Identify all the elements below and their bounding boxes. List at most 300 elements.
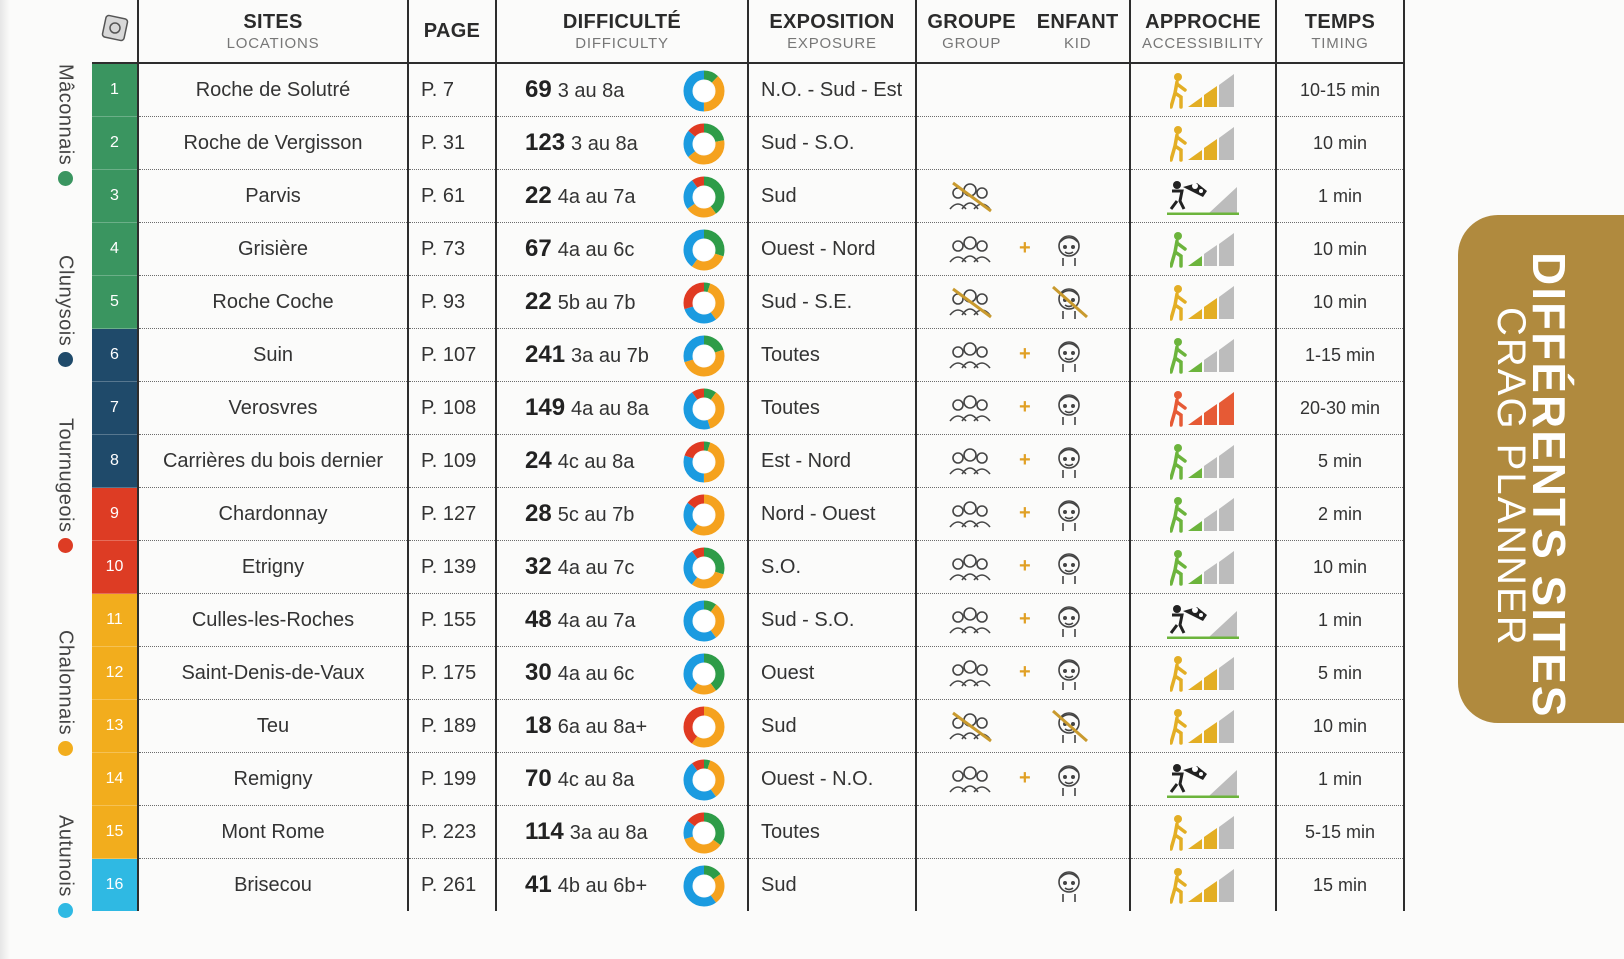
plus-icon: + [1019,555,1031,577]
side-tab-title: DIFFÉRENTS SITES [1523,252,1575,719]
header-exposure [748,0,916,63]
region-label: Clunysois [54,255,77,347]
table-corner [92,0,138,63]
site-name: Suin [138,329,408,382]
header-group-label: GROUPE [927,10,1016,33]
grade-range: 4a au 7a [557,186,636,208]
site-name: Roche de Solutré [138,63,408,117]
plus-icon: + [1019,343,1031,365]
site-name: Mont Rome [138,806,408,859]
site-name: Remigny [138,753,408,806]
group-icon [947,338,993,378]
group-kid-cell [916,435,1130,488]
page-ref: P. 223 [408,806,496,859]
grade-range: 5c au 7b [557,504,635,526]
approach-cell [1130,63,1276,117]
difficulty-donut-chart [681,280,727,326]
approach-cell [1130,700,1276,753]
timing: 5 min [1276,647,1404,700]
group-kid-cell [916,753,1130,806]
difficulty-cell [496,753,748,806]
route-count: 30 [525,659,552,686]
difficulty-donut-chart [681,598,727,644]
approach-cell [1130,435,1276,488]
header-sites-sub: LOCATIONS [226,34,320,52]
exposure: Ouest [748,647,916,700]
row-number: 5 [92,276,138,329]
plus-icon: + [1019,237,1031,259]
table-row [92,382,1404,435]
timing: 5-15 min [1276,806,1404,859]
difficulty-cell [496,541,748,594]
page-ref: P. 61 [408,170,496,223]
approach-walk-icon [1170,124,1236,168]
plus-icon: + [1019,661,1031,683]
crag-planner-table [92,0,1405,911]
difficulty-cell [496,276,748,329]
row-number: 11 [92,594,138,647]
site-name: Etrigny [138,541,408,594]
approach-walk-icon [1170,813,1236,857]
donut-hole [694,293,715,314]
group-kid-cell [916,276,1130,329]
timing: 20-30 min [1276,382,1404,435]
header-approach-label: APPROCHE [1145,10,1261,33]
kid-icon [1049,654,1089,698]
plus-icon: + [1019,502,1031,524]
grade-range: 6a au 8a+ [557,716,648,738]
group-icon [947,656,993,696]
page-ref: P. 261 [408,859,496,912]
row-number: 3 [92,170,138,223]
table-row [92,63,1404,117]
header-difficulty-label: DIFFICULTÉ [562,10,682,33]
row-number: 16 [92,859,138,912]
timing: 5 min [1276,435,1404,488]
row-number: 10 [92,541,138,594]
group-icon [947,497,993,537]
table-row [92,117,1404,170]
approach-walk-icon [1170,389,1236,433]
region-clunysois [40,255,90,367]
row-number: 12 [92,647,138,700]
difficulty-donut-chart [681,704,727,750]
kid-icon [1049,230,1089,274]
table-row [92,541,1404,594]
no-kid-icon [1049,283,1089,327]
group-kid-cell [916,594,1130,647]
table-row [92,329,1404,382]
header-group-sub: GROUP [942,34,1002,52]
header-approach-sub: ACCESSIBILITY [1141,34,1265,52]
difficulty-cell [496,435,748,488]
table-row [92,488,1404,541]
page-ref: P. 107 [408,329,496,382]
header-kid-sub: KID [1063,34,1092,52]
difficulty-cell [496,488,748,541]
kid-icon [1049,760,1089,804]
exposure: Toutes [748,329,916,382]
site-name: Carrières du bois dernier [138,435,408,488]
header-timing [1276,0,1404,63]
page-edge-shadow [0,0,10,959]
route-count: 123 [525,129,566,156]
row-number: 15 [92,806,138,859]
plus-icon: + [1019,396,1031,418]
page-ref: P. 31 [408,117,496,170]
kid-icon [1049,336,1089,380]
route-count: 149 [525,394,566,421]
page-ref: P. 155 [408,594,496,647]
route-count: 67 [525,235,552,262]
group-kid-cell [916,382,1130,435]
header-page [408,0,496,63]
group-kid-cell [916,700,1130,753]
page-ref: P. 189 [408,700,496,753]
page-ref: P. 73 [408,223,496,276]
region-label: Tournugeois [54,418,77,533]
table-row [92,700,1404,753]
region-maconnais [40,64,90,186]
table-row [92,276,1404,329]
header-sites-label: SITES [243,10,303,33]
approach-walk-icon [1170,866,1236,910]
group-kid-cell [916,541,1130,594]
difficulty-donut-chart [681,121,727,167]
header-timing-sub: TIMING [1311,34,1369,52]
group-kid-cell [916,488,1130,541]
plus-icon: + [1019,449,1031,471]
difficulty-donut-chart [681,174,727,220]
table-row [92,753,1404,806]
row-number: 14 [92,753,138,806]
region-tournugeois [40,418,90,553]
difficulty-donut-chart [681,651,727,697]
crag-logo-icon [100,13,130,43]
header-difficulty-sub: DIFFICULTY [575,34,669,52]
table-row [92,859,1404,912]
timing: 10-15 min [1276,63,1404,117]
approach-cell [1130,170,1276,223]
grade-range: 3 au 8a [571,133,638,155]
header-exposure-sub: EXPOSURE [787,34,877,52]
grade-range: 4c au 8a [557,451,635,473]
exposure: Sud - S.O. [748,594,916,647]
exposure: Sud - S.O. [748,117,916,170]
timing: 1 min [1276,753,1404,806]
donut-hole [694,611,715,632]
exposure: S.O. [748,541,916,594]
table-row [92,594,1404,647]
grade-range: 4b au 6b+ [557,875,648,897]
difficulty-donut-chart [681,757,727,803]
grade-range: 3a au 8a [569,822,648,844]
group-kid-cell [916,170,1130,223]
plus-icon: + [1019,608,1031,630]
grade-range: 4a au 8a [571,398,649,420]
approach-walk-icon [1170,230,1236,274]
difficulty-donut-chart [681,492,727,538]
region-dot [58,352,73,367]
site-name: Verosvres [138,382,408,435]
header-sites [138,0,408,63]
group-icon [947,550,993,590]
header-exposure-label: EXPOSITION [769,10,895,33]
site-name: Brisecou [138,859,408,912]
donut-hole [694,876,715,897]
difficulty-cell [496,806,748,859]
grade-range: 4a au 6c [557,663,635,685]
region-dot [58,903,73,918]
donut-hole [694,505,715,526]
difficulty-cell [496,117,748,170]
exposure: Sud [748,170,916,223]
difficulty-cell [496,859,748,912]
plus-icon: + [1019,767,1031,789]
donut-hole [694,664,715,685]
exposure: Ouest - N.O. [748,753,916,806]
no-group-icon [947,179,993,219]
group-kid-cell [916,329,1130,382]
grade-range: 3 au 8a [557,80,625,102]
no-group-icon [947,285,993,325]
donut-hole [694,823,715,844]
approach-cell [1130,488,1276,541]
difficulty-donut-chart [681,439,727,485]
header-approach [1130,0,1276,63]
route-count: 22 [525,288,552,315]
grade-range: 4a au 6c [557,239,635,261]
difficulty-cell [496,63,748,117]
approach-cell [1130,753,1276,806]
approach-cell [1130,806,1276,859]
header-difficulty [496,0,748,63]
site-name: Saint-Denis-de-Vaux [138,647,408,700]
region-dot [58,538,73,553]
kid-icon [1049,548,1089,592]
donut-hole [694,346,715,367]
group-kid-cell [916,647,1130,700]
difficulty-cell [496,700,748,753]
exposure: Toutes [748,382,916,435]
approach-walk-icon [1170,336,1236,380]
site-name: Culles-les-Roches [138,594,408,647]
header-kid-label: ENFANT [1036,10,1119,33]
kid-icon [1049,495,1089,539]
approach-walk-icon [1170,548,1236,592]
page-ref: P. 139 [408,541,496,594]
region-autunois [40,815,90,918]
row-number: 9 [92,488,138,541]
page-ref: P. 108 [408,382,496,435]
group-kid-cell [916,223,1130,276]
approach-walk-icon [1170,707,1236,751]
no-group-icon [947,709,993,749]
region-chalonnais [40,630,90,756]
page-ref: P. 109 [408,435,496,488]
table-row [92,170,1404,223]
route-count: 22 [525,182,552,209]
grade-range: 5b au 7b [557,292,636,314]
grade-range: 4a au 7c [557,557,635,579]
region-label: Mâconnais [54,64,77,166]
exposure: Est - Nord [748,435,916,488]
group-icon [947,391,993,431]
kid-icon [1049,601,1089,645]
difficulty-cell [496,382,748,435]
approach-walk-icon [1170,283,1236,327]
timing: 10 min [1276,117,1404,170]
direct-access-icon [1167,177,1239,221]
difficulty-donut-chart [681,545,727,591]
approach-cell [1130,329,1276,382]
kid-icon [1049,866,1089,910]
site-name: Grisière [138,223,408,276]
difficulty-donut-chart [681,863,727,909]
region-dot [58,741,73,756]
difficulty-donut-chart [681,386,727,432]
grade-range: 4c au 8a [557,769,635,791]
page-ref: P. 93 [408,276,496,329]
route-count: 32 [525,553,552,580]
route-count: 241 [525,341,566,368]
site-name: Chardonnay [138,488,408,541]
group-kid-cell [916,859,1130,912]
row-number: 4 [92,223,138,276]
no-kid-icon [1049,707,1089,751]
row-number: 8 [92,435,138,488]
table-row [92,806,1404,859]
exposure: Nord - Ouest [748,488,916,541]
difficulty-donut-chart [681,68,727,114]
site-name: Roche de Vergisson [138,117,408,170]
approach-walk-icon [1170,442,1236,486]
timing: 10 min [1276,700,1404,753]
timing: 1 min [1276,594,1404,647]
group-icon [947,762,993,802]
route-count: 18 [525,712,552,739]
group-icon [947,603,993,643]
timing: 1-15 min [1276,329,1404,382]
row-number: 7 [92,382,138,435]
donut-hole [694,717,715,738]
timing: 15 min [1276,859,1404,912]
header-timing-label: TEMPS [1304,10,1376,33]
page-ref: P. 7 [408,63,496,117]
donut-hole [694,240,715,261]
timing: 2 min [1276,488,1404,541]
difficulty-cell [496,170,748,223]
approach-cell [1130,223,1276,276]
side-tab-subtitle: CRAG PLANNER [1489,307,1533,647]
approach-cell [1130,276,1276,329]
row-number: 1 [92,63,138,117]
direct-access-icon [1167,601,1239,645]
approach-cell [1130,541,1276,594]
region-label: Chalonnais [54,630,77,736]
timing: 1 min [1276,170,1404,223]
header-page-label: PAGE [423,19,481,42]
exposure: Sud - S.E. [748,276,916,329]
route-count: 28 [525,500,552,527]
table-row [92,647,1404,700]
exposure: Sud [748,700,916,753]
site-name: Roche Coche [138,276,408,329]
exposure: Ouest - Nord [748,223,916,276]
difficulty-cell [496,223,748,276]
route-count: 70 [525,765,552,792]
timing: 10 min [1276,541,1404,594]
difficulty-donut-chart [681,810,727,856]
difficulty-donut-chart [681,227,727,273]
approach-walk-icon [1170,495,1236,539]
route-count: 114 [525,818,564,845]
row-number: 2 [92,117,138,170]
kid-icon [1049,389,1089,433]
donut-hole [694,452,715,473]
grade-range: 4a au 7a [557,610,636,632]
donut-hole [694,558,715,579]
approach-cell [1130,594,1276,647]
route-count: 48 [525,606,552,633]
difficulty-cell [496,647,748,700]
approach-cell [1130,382,1276,435]
exposure: N.O. - Sud - Est [748,63,916,117]
table-header-row [92,0,1404,63]
exposure: Sud [748,859,916,912]
header-group-kid [916,0,1130,63]
approach-cell [1130,117,1276,170]
donut-hole [694,81,715,102]
approach-walk-icon [1170,71,1236,115]
difficulty-cell [496,329,748,382]
timing: 10 min [1276,276,1404,329]
approach-cell [1130,859,1276,912]
group-icon [947,232,993,272]
table-row [92,435,1404,488]
table-row [92,223,1404,276]
grade-range: 3a au 7b [571,345,649,367]
kid-icon [1049,442,1089,486]
site-name: Teu [138,700,408,753]
header-group [927,11,1015,52]
crag-planner-table-wrap [92,0,1404,911]
donut-hole [694,399,715,420]
route-count: 24 [525,447,552,474]
page-ref: P. 199 [408,753,496,806]
site-name: Parvis [138,170,408,223]
route-count: 69 [525,76,552,103]
direct-access-icon [1167,760,1239,804]
donut-hole [694,187,715,208]
difficulty-donut-chart [681,333,727,379]
region-label: Autunois [54,815,77,897]
difficulty-cell [496,594,748,647]
group-kid-cell [916,63,1130,117]
group-icon [947,444,993,484]
approach-cell [1130,647,1276,700]
route-count: 41 [525,871,552,898]
region-dot [58,171,73,186]
donut-hole [694,770,715,791]
group-kid-cell [916,806,1130,859]
exposure: Toutes [748,806,916,859]
header-kid [1037,11,1119,52]
row-number: 13 [92,700,138,753]
timing: 10 min [1276,223,1404,276]
page-ref: P. 127 [408,488,496,541]
group-kid-cell [916,117,1130,170]
